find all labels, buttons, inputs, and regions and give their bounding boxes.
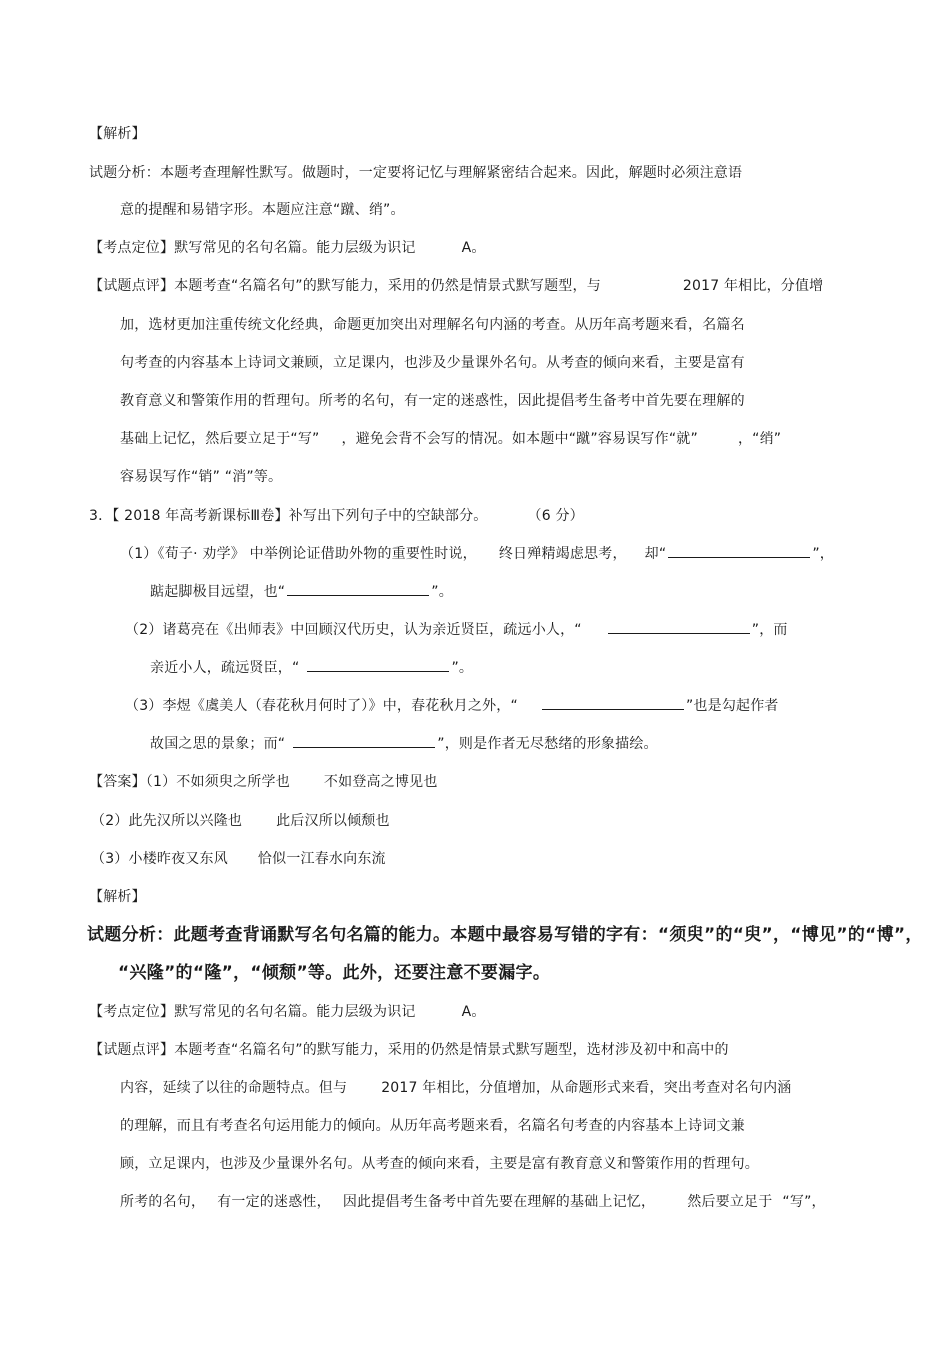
question-3-2-line1 bbox=[125, 621, 788, 639]
dianping-2-line3: 的理解，而且有考查名句运用能力的倾向。从历年高考题来看，名篇名句考查的内容基本上诗词文兼 bbox=[120, 1118, 745, 1134]
answer-3-b: 恰似一江春水向东流 bbox=[257, 851, 386, 867]
analysis-1-line1: 试题分析：本题考查理解性默写。做题时，一定要将记忆与理解紧密结合起来。因此，解题时必须注意语 bbox=[89, 165, 743, 181]
dianping-2-line1: 【试题点评】本题考查“名篇名句”的默写能力，采用的仍然是情景式默写题型，选材涉及初中和高中的 bbox=[89, 1042, 729, 1058]
question-3-1-line2 bbox=[150, 583, 453, 601]
kaodian-2-label: 【考点定位】默写常见的名句名篇。能力层级为识记 bbox=[89, 1004, 416, 1020]
answer-3 bbox=[91, 850, 386, 868]
answer-2 bbox=[91, 812, 390, 830]
q1-line2-a: 踮起脚极目远望，也“ bbox=[150, 584, 286, 600]
dianping-1-line5-c: ，“绡” bbox=[737, 431, 782, 447]
dianping-2-line2 bbox=[120, 1079, 791, 1097]
q2-line2-b: ”。 bbox=[451, 660, 474, 676]
q3-blank-1[interactable] bbox=[542, 697, 684, 710]
analysis-2-line2: “兴隆”的“隆”，“倾颓”等。此外，还要注意不要漏字。 bbox=[118, 963, 551, 983]
question-3-3-line2 bbox=[150, 735, 658, 753]
dianping-1-line5-a: 基础上记忆，然后要立足于“写” bbox=[120, 431, 320, 447]
q1-blank-1[interactable] bbox=[668, 545, 810, 558]
question-3-3-line1 bbox=[125, 697, 779, 715]
kaodian-1 bbox=[89, 239, 486, 257]
dianping-1-line1-a: 【试题点评】本题考查“名篇名句”的默写能力，采用的仍然是情景式默写题型，与 bbox=[89, 278, 601, 294]
q2-line2-a: 亲近小人，疏远贤臣，“ bbox=[150, 660, 300, 676]
dianping-2-line5-e: “写”， bbox=[782, 1194, 826, 1210]
analysis-1-line2: 意的提醒和易错字形。本题应注意“蹴、绡”。 bbox=[120, 202, 405, 218]
dianping-2-line5 bbox=[120, 1193, 826, 1211]
q1-blank-2[interactable] bbox=[287, 583, 429, 596]
dianping-1-line5-b: ，避免会背不会写的情况。如本题中“蹴”容易误写作“就” bbox=[341, 431, 698, 447]
jiexi-heading-2: 【解析】 bbox=[89, 889, 146, 905]
dianping-2-line5-a: 所考的名句， bbox=[120, 1194, 206, 1210]
dianping-2-line5-d: 然后要立足于 bbox=[687, 1194, 773, 1210]
q1-text-b: 终日殚精竭虑思考， bbox=[498, 546, 627, 562]
kaodian-2-level: A。 bbox=[461, 1004, 486, 1020]
question-3-1-line1 bbox=[120, 545, 834, 563]
dianping-2-line5-c: 因此提倡考生备考中首先要在理解的基础上记忆， bbox=[342, 1194, 656, 1210]
answer-3-a: （3）小楼昨夜又东风 bbox=[91, 851, 228, 867]
dianping-1-line2: 加，选材更加注重传统文化经典，命题更加突出对理解名句内涵的考查。从历年高考题来看，名篇名 bbox=[120, 317, 745, 333]
q2-blank-1[interactable] bbox=[608, 621, 750, 634]
q3-line2-a: 故国之思的景象；而“ bbox=[150, 736, 286, 752]
q1-text-a: （1）《荀子· 劝学》 中举例论证借助外物的重要性时说， bbox=[120, 546, 477, 562]
kaodian-1-level: A。 bbox=[461, 240, 486, 256]
q1-text-d: ”， bbox=[812, 546, 834, 562]
q3-text-a: （3）李煜《虞美人（春花秋月何时了）》中，春花秋月之外，“ bbox=[125, 698, 518, 714]
q1-text-c: 却“ bbox=[644, 546, 667, 562]
question-3-title-a: 3．【 2018 年高考新课标Ⅲ卷】补写出下列句子中的空缺部分。 bbox=[89, 508, 488, 524]
q2-text-a: （2）诸葛亮在《出师表》中回顾汉代历史，认为亲近贤臣，疏远小人，“ bbox=[125, 622, 582, 638]
q1-line2-b: ”。 bbox=[431, 584, 453, 600]
kaodian-1-label: 【考点定位】默写常见的名句名篇。能力层级为识记 bbox=[89, 240, 416, 256]
question-3-2-line2 bbox=[150, 659, 473, 677]
dianping-2-line2-a: 内容，延续了以往的命题特点。但与 bbox=[120, 1080, 348, 1096]
dianping-2-line5-b: 有一定的迷惑性， bbox=[217, 1194, 331, 1210]
answer-2-a: （2）此先汉所以兴隆也 bbox=[91, 813, 243, 829]
kaodian-2 bbox=[89, 1003, 486, 1021]
dianping-1-line5 bbox=[120, 430, 781, 448]
dianping-2-line2-b: 2017 年相比，分值增加，从命题形式来看，突出考查对名句内涵 bbox=[381, 1080, 792, 1096]
dianping-1-line1 bbox=[89, 277, 823, 295]
dianping-2-line4: 顾，立足课内，也涉及少量课外名句。从考查的倾向来看，主要是富有教育意义和警策作用的哲理句。 bbox=[120, 1156, 759, 1172]
dianping-1-line6: 容易误写作“销” “消”等。 bbox=[120, 469, 283, 485]
answer-1-a: 【答案】（1）不如须臾之所学也 bbox=[89, 774, 290, 790]
dianping-1-line1-b: 2017 年相比，分值增 bbox=[682, 278, 824, 294]
q2-blank-2[interactable] bbox=[307, 659, 449, 672]
q3-blank-2[interactable] bbox=[293, 735, 435, 748]
question-3-title bbox=[89, 507, 584, 525]
dianping-1-line3: 句考查的内容基本上诗词文兼顾，立足课内，也涉及少量课外名句。从考查的倾向来看，主要是富有 bbox=[120, 355, 745, 371]
answer-2-b: 此后汉所以倾颓也 bbox=[276, 813, 390, 829]
answer-1 bbox=[89, 773, 438, 791]
answer-1-b: 不如登高之博见也 bbox=[323, 774, 438, 790]
q3-text-b: ”也是勾起作者 bbox=[685, 698, 779, 714]
q3-line2-b: ”，则是作者无尽愁绪的形象描绘。 bbox=[437, 736, 658, 752]
dianping-1-line4: 教育意义和警策作用的哲理句。所考的名句，有一定的迷惑性，因此提倡考生备考中首先要在理解的 bbox=[120, 393, 745, 409]
analysis-2-line1: 试题分析：此题考查背诵默写名句名篇的能力。本题中最容易写错的字有：“须臾”的“臾”，“博见”的“博”， bbox=[87, 925, 923, 945]
q2-text-b: ”，而 bbox=[751, 622, 788, 638]
jiexi-heading-1: 【解析】 bbox=[89, 126, 146, 142]
question-3-score: （6 分） bbox=[527, 508, 584, 524]
